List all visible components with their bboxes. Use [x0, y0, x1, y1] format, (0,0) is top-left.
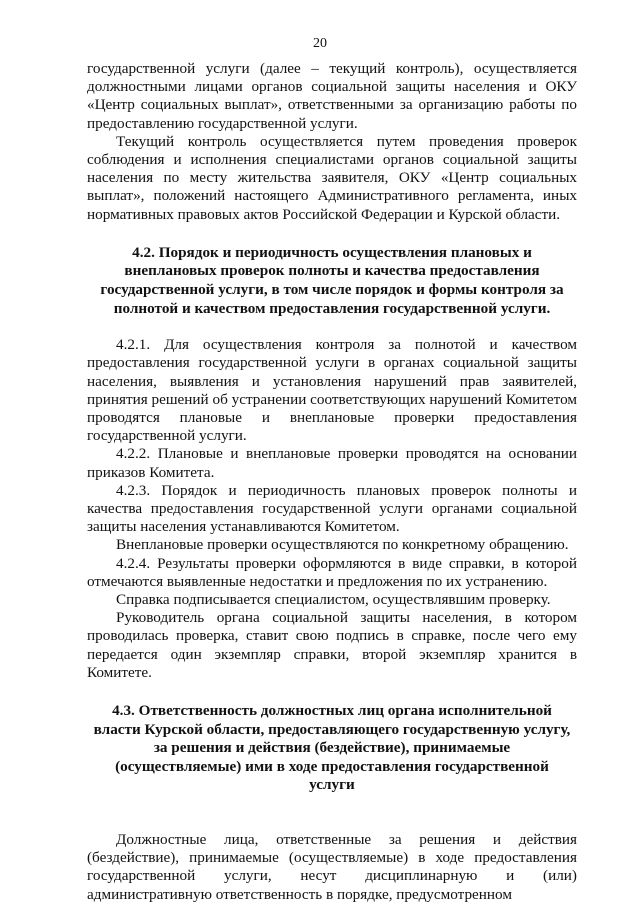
- paragraph: Внеплановые проверки осуществляются по конкретному обращению.: [116, 536, 569, 554]
- section-heading-4-3: 4.3. Ответственность должностных лиц органа исполнительной власти Курской области, предоставляющего государственную услугу, за решения и действия (бездействие), принимаемые (осуществляемые) ими в ходе предоставления государственной услуги: [93, 702, 571, 794]
- paragraph: 4.2.4. Результаты проверки оформляются в виде справки, в которой отмечаются выявленные недостатки и предложения по их устранению.: [87, 554, 577, 590]
- paragraph: Руководитель органа социальной защиты населения, в котором проводилась проверка, ставит свою подпись в справке, после чего ему передается один экземпляр справки, второй экземпляр хранится в Комитете.: [87, 609, 577, 681]
- paragraph: 4.2.2. Плановые и внеплановые проверки проводятся на основании приказов Комитета.: [87, 445, 577, 481]
- paragraph: Справка подписывается специалистом, осуществлявшим проверку.: [116, 591, 551, 609]
- paragraph: Должностные лица, ответственные за решения и действия (бездействие), принимаемые (осуществляемые) в ходе предоставления государственной услуги, несут дисциплинарную и (или) административную ответственность в порядке, предусмотренном: [87, 831, 577, 903]
- paragraph: 4.2.1. Для осуществления контроля за полнотой и качеством предоставления государственной услуги в органах социальной защиты населения, выявления и установления нарушений прав заявителей, принятия решений об устранении соответствующих нарушений Комитетом проводятся плановые и внеплановые проверки предоставления государственной услуги.: [87, 336, 577, 445]
- paragraph: государственной услуги (далее – текущий контроль), осуществляется должностными лицами органов социальной защиты населения и ОКУ «Центр социальных выплат», ответственными за организацию работы по предоставлению государственной услуги.: [87, 60, 577, 132]
- section-heading-4-2: 4.2. Порядок и периодичность осуществления плановых и внеплановых проверок полноты и качества предоставления государственной услуги, в том числе порядок и формы контроля за полнотой и качеством предоставления государственной услуги.: [100, 243, 564, 317]
- document-body: [87, 60, 577, 904]
- page-number: 20: [313, 36, 327, 51]
- paragraph: Текущий контроль осуществляется путем проведения проверок соблюдения и исполнения специалистами органов социальной защиты населения по месту жительства заявителя, ОКУ «Центр социальных выплат», положений настоящего Административного регламента, иных нормативных правовых актов Российской Федерации и Курской области.: [87, 132, 577, 223]
- paragraph: 4.2.3. Порядок и периодичность плановых проверок полноты и качества предоставления государственной услуги органами социальной защиты населения устанавливаются Комитетом.: [87, 481, 577, 536]
